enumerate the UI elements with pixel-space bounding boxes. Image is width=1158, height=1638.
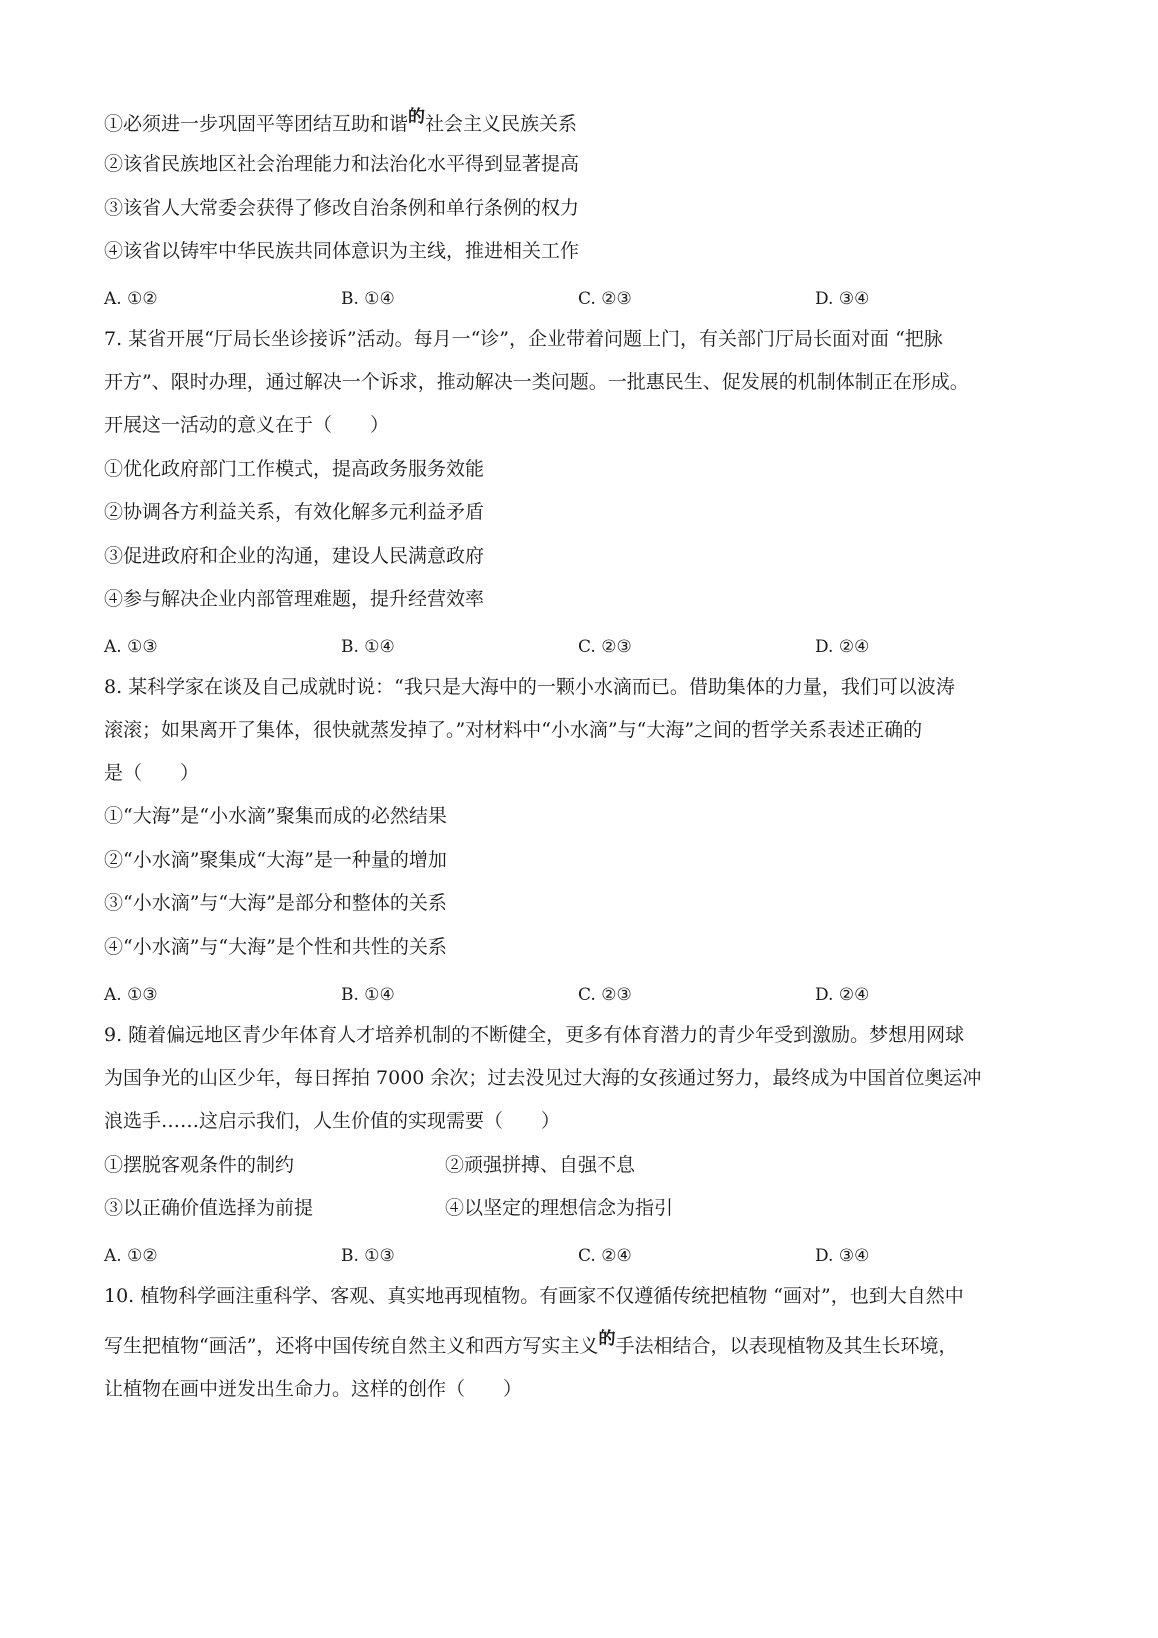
q8-stem-line-3: 是（ ）	[104, 762, 200, 784]
q10-stem-line-1: 10. 植物科学画注重科学、客观、真实地再现植物。有画家不仅遵循传统把植物 “画对”，也到大自然中	[104, 1285, 964, 1307]
q6-option-1: ①必须进一步巩固平等团结互助和谐的社会主义民族关系	[104, 107, 578, 135]
q7-stem-line-3: 开展这一活动的意义在于（ ）	[104, 414, 390, 436]
q9-option-3: ③以正确价值选择为前提	[104, 1197, 314, 1219]
q8-option-1: ①“大海”是“小水滴”聚集而成的必然结果	[104, 805, 447, 827]
q8-choice-b: B. ①④	[341, 985, 395, 1005]
q7-option-2: ②协调各方利益关系，有效化解多元利益矛盾	[104, 501, 485, 523]
q9-option-4: ④以坚定的理想信念为指引	[445, 1197, 674, 1219]
q9-choice-b: B. ①③	[341, 1246, 395, 1266]
q6-option-2: ②该省民族地区社会治理能力和法治化水平得到显著提高	[104, 153, 580, 175]
q7-option-3: ③促进政府和企业的沟通，建设人民满意政府	[104, 545, 485, 567]
q9-stem-line-2: 为国争光的山区少年，每日挥拍 7000 余次；过去没见过大海的女孩通过努力，最终成为中国首位奥运冲	[104, 1067, 982, 1089]
q8-option-3: ③“小水滴”与“大海”是部分和整体的关系	[104, 892, 447, 914]
q10-stem-line-2: 写生把植物“画活”，还将中国传统自然主义和西方写实主义的手法相结合，以表现植物及其生长环境，	[104, 1329, 958, 1357]
q9-choice-c: C. ②④	[578, 1246, 632, 1266]
q6-option-4: ④该省以铸牢中华民族共同体意识为主线，推进相关工作	[104, 240, 580, 262]
q7-stem-line-1: 7. 某省开展“厅局长坐诊接诉”活动。每月一“诊”，企业带着问题上门，有关部门厅局长面对面 “把脉	[104, 328, 943, 350]
q8-choice-c: C. ②③	[578, 985, 632, 1005]
q6-choice-b: B. ①④	[341, 289, 395, 309]
q6-choice-c: C. ②③	[578, 289, 632, 309]
q9-option-2: ②顽强拼搏、自强不息	[445, 1154, 636, 1176]
q9-stem-line-1: 9. 随着偏远地区青少年体育人才培养机制的不断健全，更多有体育潜力的青少年受到激励。梦想用网球	[104, 1024, 965, 1046]
q8-choice-a: A. ①③	[104, 985, 158, 1005]
q6-option-3: ③该省人大常委会获得了修改自治条例和单行条例的权力	[104, 197, 580, 219]
q8-option-4: ④“小水滴”与“大海”是个性和共性的关系	[104, 936, 447, 958]
q6-choice-a: A. ①②	[104, 289, 158, 309]
q7-choice-c: C. ②③	[578, 637, 632, 657]
q8-option-2: ②“小水滴”聚集成“大海”是一种量的增加	[104, 849, 447, 871]
q7-choice-b: B. ①④	[341, 637, 395, 657]
q8-choice-d: D. ②④	[815, 985, 870, 1005]
q7-option-1: ①优化政府部门工作模式，提高政务服务效能	[104, 458, 485, 480]
q8-stem-line-2: 滚滚；如果离开了集体，很快就蒸发掉了。”对材料中“小水滴”与“大海”之间的哲学关系表述正确的	[104, 719, 923, 741]
q9-choice-d: D. ③④	[815, 1246, 870, 1266]
q7-choice-a: A. ①③	[104, 637, 158, 657]
q7-option-4: ④参与解决企业内部管理难题，提升经营效率	[104, 588, 485, 610]
q9-choice-a: A. ①②	[104, 1246, 158, 1266]
q9-stem-line-3: 浪选手……这启示我们，人生价值的实现需要（ ）	[104, 1110, 561, 1132]
q7-choice-d: D. ②④	[815, 637, 870, 657]
q9-option-1: ①摆脱客观条件的制约	[104, 1154, 295, 1176]
q7-stem-line-2: 开方”、限时办理，通过解决一个诉求，推动解决一类问题。一批惠民生、促发展的机制体制正在形成。	[104, 371, 969, 393]
q8-stem-line-1: 8. 某科学家在谈及自己成就时说：“我只是大海中的一颗小水滴而已。借助集体的力量，我们可以波涛	[104, 676, 955, 698]
q10-stem-line-3: 让植物在画中迸发出生命力。这样的创作（ ）	[104, 1378, 523, 1400]
q6-choice-d: D. ③④	[815, 289, 870, 309]
